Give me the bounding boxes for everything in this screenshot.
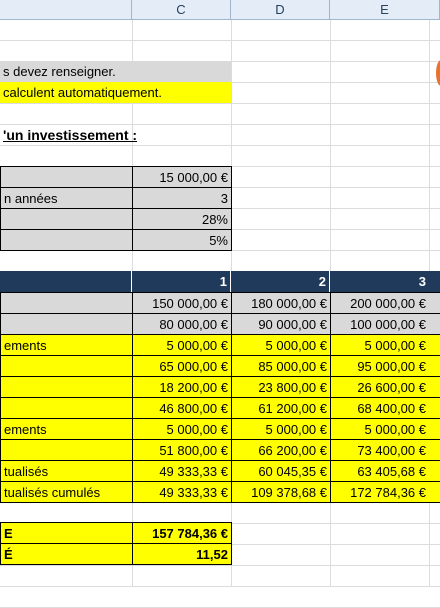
- table-cell[interactable]: 60 045,35 €: [231, 460, 331, 482]
- table-row-label[interactable]: [0, 292, 133, 314]
- table-cell[interactable]: 66 200,00 €: [231, 439, 331, 461]
- section-title[interactable]: 'un investissement :: [3, 126, 138, 143]
- table-row-label[interactable]: [0, 313, 133, 335]
- table-row-label[interactable]: [0, 397, 133, 419]
- table-cell[interactable]: 73 400,00 €: [330, 439, 440, 461]
- table-row-label[interactable]: ements: [0, 334, 133, 356]
- table-header-year[interactable]: 3: [330, 271, 440, 292]
- table-row-label[interactable]: ements: [0, 418, 133, 440]
- param-value[interactable]: 28%: [132, 208, 232, 230]
- note-input-cells[interactable]: s devez renseigner.: [0, 61, 231, 82]
- table-cell[interactable]: 18 200,00 €: [132, 376, 232, 398]
- table-row-label[interactable]: [0, 439, 133, 461]
- table-cell[interactable]: 5 000,00 €: [231, 334, 331, 356]
- table-row-label[interactable]: tualisés: [0, 460, 133, 482]
- table-cell[interactable]: 49 333,33 €: [132, 460, 232, 482]
- param-label[interactable]: n années: [0, 187, 133, 209]
- table-cell[interactable]: 5 000,00 €: [330, 418, 440, 440]
- table-cell[interactable]: 90 000,00 €: [231, 313, 331, 335]
- grid-line: [0, 565, 440, 566]
- result-value[interactable]: 11,52: [132, 543, 232, 565]
- param-label[interactable]: [0, 166, 133, 188]
- table-cell[interactable]: 5 000,00 €: [330, 334, 440, 356]
- column-header-e[interactable]: E: [330, 0, 440, 20]
- table-header-year[interactable]: 2: [231, 271, 330, 292]
- column-header-left-partial[interactable]: [0, 0, 132, 20]
- table-header-label[interactable]: [0, 271, 132, 292]
- table-header-year[interactable]: 1: [132, 271, 231, 292]
- table-cell[interactable]: 180 000,00 €: [231, 292, 331, 314]
- table-row-label[interactable]: [0, 355, 133, 377]
- grid-line: [0, 40, 440, 41]
- table-cell[interactable]: 172 784,36 €: [330, 481, 440, 503]
- table-cell[interactable]: 109 378,68 €: [231, 481, 331, 503]
- table-row-label[interactable]: tualisés cumulés: [0, 481, 133, 503]
- table-cell[interactable]: 150 000,00 €: [132, 292, 232, 314]
- column-header-c[interactable]: C: [132, 0, 231, 20]
- table-cell[interactable]: 51 800,00 €: [132, 439, 232, 461]
- table-cell[interactable]: 5 000,00 €: [132, 334, 232, 356]
- table-cell[interactable]: 80 000,00 €: [132, 313, 232, 335]
- table-cell[interactable]: 23 800,00 €: [231, 376, 331, 398]
- table-row-label[interactable]: [0, 376, 133, 398]
- table-cell[interactable]: 95 000,00 €: [330, 355, 440, 377]
- table-cell[interactable]: 46 800,00 €: [132, 397, 232, 419]
- param-label[interactable]: [0, 208, 133, 230]
- grid-line: [0, 103, 440, 104]
- table-cell[interactable]: 65 000,00 €: [132, 355, 232, 377]
- result-label[interactable]: É: [0, 543, 133, 565]
- param-value[interactable]: 15 000,00 €: [132, 166, 232, 188]
- result-value[interactable]: 157 784,36 €: [132, 522, 232, 544]
- table-cell[interactable]: 61 200,00 €: [231, 397, 331, 419]
- param-label[interactable]: [0, 229, 133, 251]
- grid-line: [0, 145, 440, 146]
- table-cell[interactable]: 100 000,00 €: [330, 313, 440, 335]
- column-header-d[interactable]: D: [231, 0, 330, 20]
- table-cell[interactable]: 5 000,00 €: [132, 418, 232, 440]
- shape-partial: [436, 60, 440, 86]
- table-cell[interactable]: 5 000,00 €: [231, 418, 331, 440]
- note-calculated-cells[interactable]: calculent automatiquement.: [0, 82, 231, 103]
- param-value[interactable]: 5%: [132, 229, 232, 251]
- result-label[interactable]: E: [0, 522, 133, 544]
- table-cell[interactable]: 200 000,00 €: [330, 292, 440, 314]
- table-cell[interactable]: 68 400,00 €: [330, 397, 440, 419]
- table-cell[interactable]: 26 600,00 €: [330, 376, 440, 398]
- table-cell[interactable]: 63 405,68 €: [330, 460, 440, 482]
- param-value[interactable]: 3: [132, 187, 232, 209]
- table-cell[interactable]: 85 000,00 €: [231, 355, 331, 377]
- table-cell[interactable]: 49 333,33 €: [132, 481, 232, 503]
